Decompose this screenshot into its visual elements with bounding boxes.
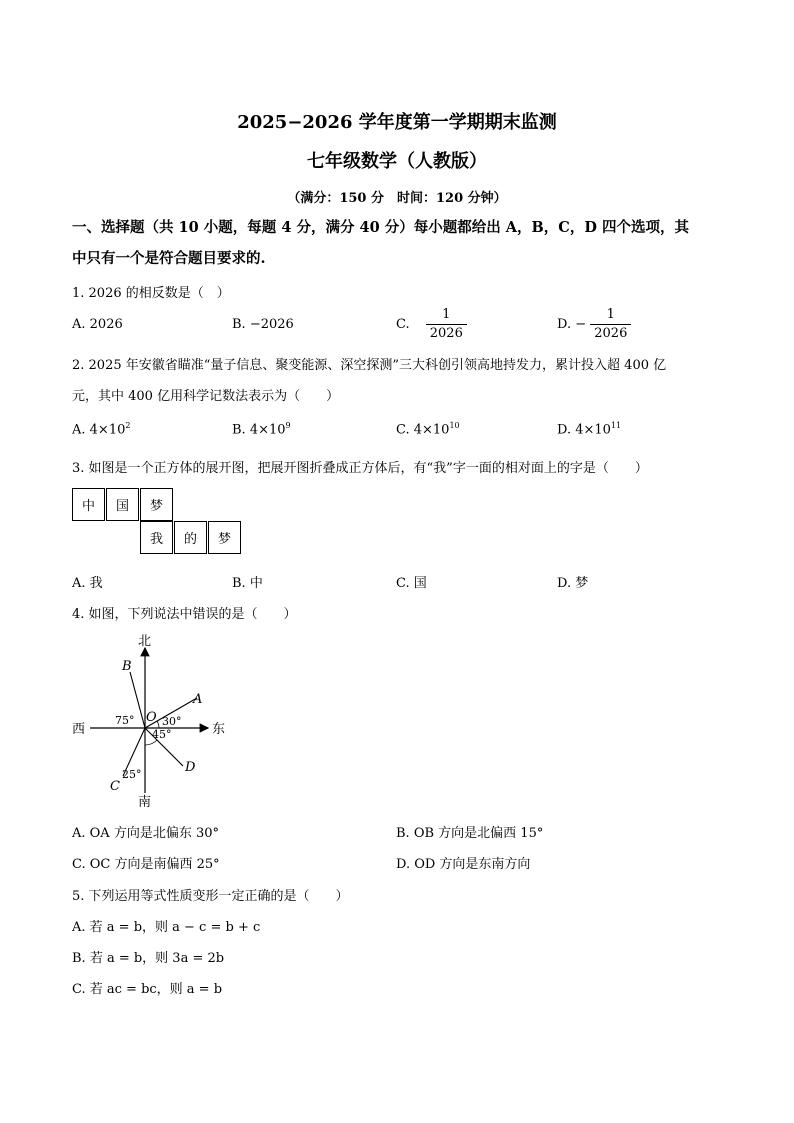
label-c: C — [110, 779, 120, 794]
label-a: A — [193, 692, 203, 707]
q2-option-c-label: C. 4×10 — [396, 422, 450, 438]
net-cell-top-1: 中 — [72, 488, 105, 521]
q2-option-b-exponent: 9 — [285, 421, 291, 430]
q2-option-c — [396, 421, 460, 437]
q2-stem-line1: 2. 2025 年安徽省瞄准“量子信息、聚变能源、深空探测”三大科创引领高地持发力，累计投入超 400 亿 — [72, 358, 667, 373]
q2-option-b-label: B. 4×10 — [232, 422, 286, 438]
label-east: 东 — [212, 722, 226, 737]
net-cell-top-3: 梦 — [140, 488, 173, 521]
label-west: 西 — [72, 722, 86, 737]
q2-option-d-exponent: 11 — [610, 421, 622, 430]
q2-option-d-label: D. 4×10 — [557, 422, 611, 438]
label-o: O — [146, 710, 157, 725]
q4-option-d: D. OD 方向是东南方向 — [396, 857, 531, 872]
section-heading-line1: 一、选择题（共 10 小题，每题 4 分，满分 40 分）每小题都给出 A，B，C，D 四个选项，其 — [72, 219, 689, 236]
section-heading-line2: 中只有一个是符合题目要求的. — [72, 250, 266, 267]
net-cell-bottom-2: 的 — [174, 521, 207, 554]
q3-option-b: B. 中 — [232, 576, 263, 591]
q1-option-a: A. 2026 — [72, 317, 123, 332]
q4-stem: 4. 如图，下列说法中错误的是（ ） — [72, 607, 297, 622]
q3-option-a: A. 我 — [72, 576, 103, 591]
q1-option-d — [557, 306, 631, 343]
q3-option-d: D. 梦 — [557, 576, 589, 591]
q2-stem-line2: 元，其中 400 亿用科学记数法表示为（ ） — [72, 389, 340, 404]
q3-option-c: C. 国 — [396, 576, 427, 591]
net-cell-bottom-3: 梦 — [208, 521, 241, 554]
q1-option-d-denominator: 2026 — [594, 326, 628, 341]
q2-option-c-exponent: 10 — [449, 421, 460, 430]
q2-option-a — [72, 421, 130, 437]
q1-option-c-numerator: 1 — [426, 306, 467, 325]
q1-option-c-denominator: 2026 — [429, 326, 463, 341]
page-title: 2025−2026 学年度第一学期期末监测 — [237, 112, 557, 133]
q5-option-a: A. 若 a = b，则 a − c = b + c — [72, 920, 261, 935]
label-d: D — [185, 760, 196, 775]
q2-option-a-exponent: 2 — [125, 421, 131, 430]
q1-option-c — [396, 306, 467, 343]
q1-stem: 1. 2026 的相反数是（ ） — [72, 286, 230, 301]
direction-diagram — [60, 628, 240, 813]
label-angle-45: 45° — [152, 728, 172, 741]
net-cell-top-2: 国 — [106, 488, 139, 521]
label-angle-75: 75° — [115, 714, 135, 727]
q2-option-a-label: A. 4×10 — [72, 422, 126, 438]
label-angle-25: 25° — [122, 768, 142, 781]
q1-option-c-label: C. — [396, 317, 410, 332]
q5-option-c: C. 若 ac = bc，则 a = b — [72, 982, 223, 997]
q5-stem: 5. 下列运用等式性质变形一定正确的是（ ） — [72, 889, 349, 904]
label-angle-30: 30° — [162, 715, 182, 728]
q3-stem: 3. 如图是一个正方体的展开图，把展开图折叠成正方体后，有“我”字一面的相对面上的字是（ ） — [72, 461, 648, 476]
q5-option-b: B. 若 a = b，则 3a = 2b — [72, 951, 225, 966]
exam-meta: （满分：150 分 时间：120 分钟） — [287, 191, 507, 206]
q4-option-a: A. OA 方向是北偏东 30° — [72, 826, 220, 841]
q1-option-d-numerator: 1 — [590, 306, 631, 325]
q4-option-c: C. OC 方向是南偏西 25° — [72, 857, 220, 872]
q1-option-c-fraction — [426, 306, 467, 343]
page-subtitle: 七年级数学（人教版） — [307, 151, 487, 172]
label-north: 北 — [138, 634, 152, 649]
net-cell-bottom-1: 我 — [140, 521, 173, 554]
q1-option-d-fraction — [590, 306, 631, 343]
q1-option-b: B. −2026 — [232, 317, 294, 332]
q2-option-b — [232, 421, 291, 437]
q1-option-d-label: D. − — [557, 317, 587, 332]
q2-option-d — [557, 421, 621, 437]
q4-option-b: B. OB 方向是北偏西 15° — [396, 826, 544, 841]
label-b: B — [122, 659, 132, 674]
label-south: 南 — [138, 795, 152, 810]
